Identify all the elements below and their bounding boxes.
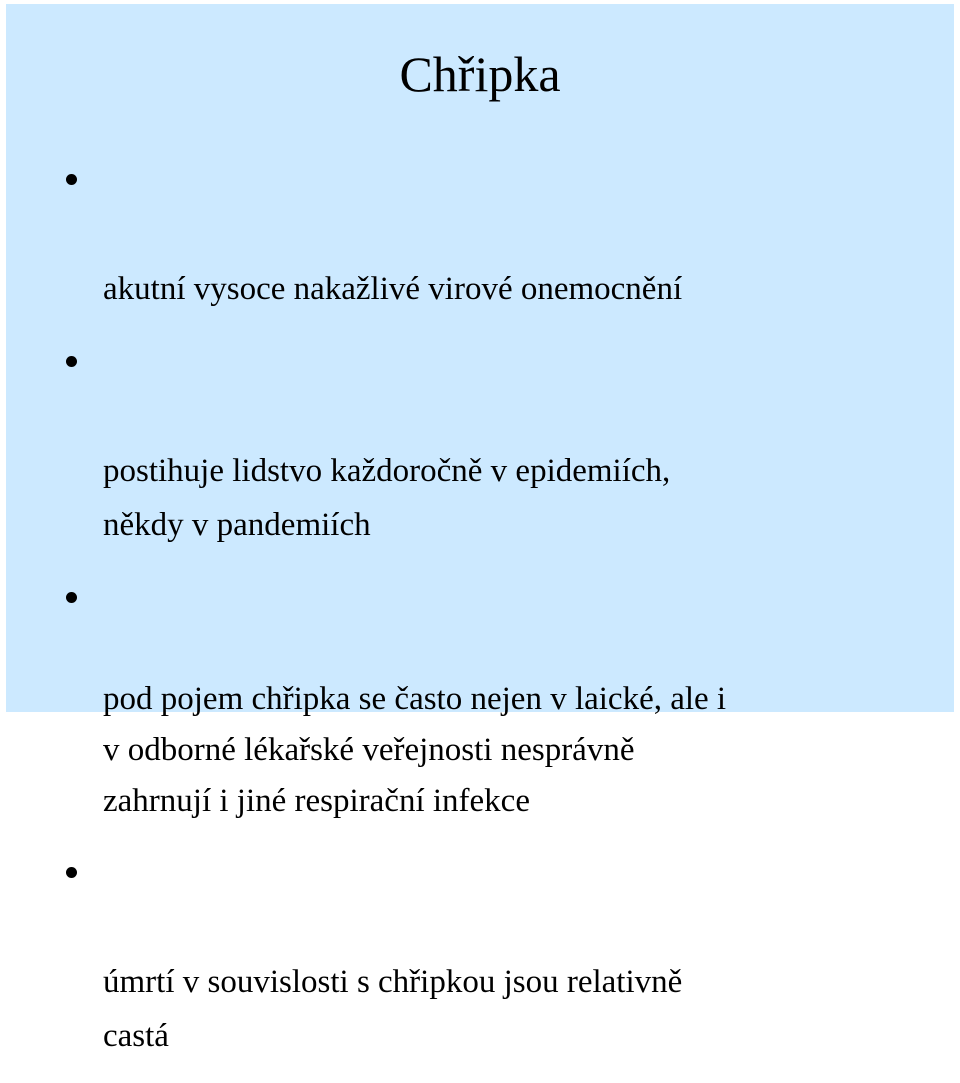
bullet-text: akutní vysoce nakažlivé virové onemocnění (103, 271, 683, 307)
bullet-dot-icon (66, 356, 77, 367)
bullet-item (62, 847, 932, 1063)
bullet-item (62, 336, 932, 552)
bullet-dot-icon (66, 592, 77, 603)
bullet-text: postihuje lidstvo každoročně v epidemiích, někdy v pandemiích (103, 453, 671, 543)
slide-title (6, 44, 954, 104)
slide-title-text: Chřipka (399, 46, 561, 102)
bullet-list (62, 154, 932, 1083)
bullet-item (62, 154, 932, 316)
bullet-dot-icon (66, 867, 77, 878)
bullet-text: pod pojem chřipka se často nejen v laické, ale i v odborné lékařské veřejnosti nesprávně zahrnují i jiné respirační infekce (103, 681, 727, 819)
bullet-item (62, 572, 932, 827)
bullet-text: úmrtí v souvislosti s chřipkou jsou relativně castá (103, 964, 683, 1054)
bullet-dot-icon (66, 174, 77, 185)
slide (6, 4, 954, 1054)
